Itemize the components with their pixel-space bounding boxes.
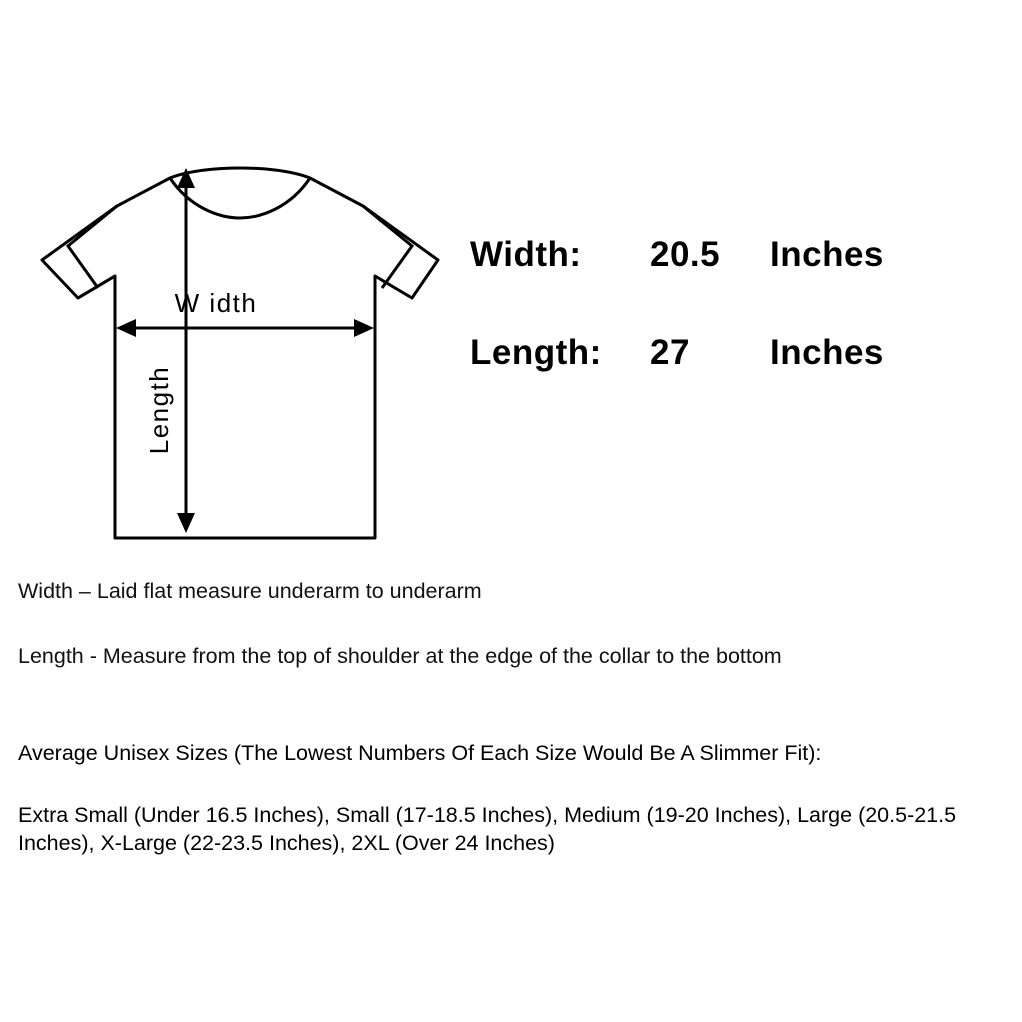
average-sizes-section (18, 740, 1008, 858)
width-dimension-label: W idth (174, 288, 258, 318)
note-length: Length - Measure from the top of shoulder at the edge of the collar to the bottom (18, 643, 782, 668)
length-dimension-label: Length (144, 365, 174, 455)
measurement-row-length (470, 333, 1010, 373)
tshirt-outline-icon (20, 160, 460, 560)
average-sizes-heading: Average Unisex Sizes (The Lowest Numbers Of Each Size Would Be A Slimmer Fit): (18, 741, 822, 765)
measurement-notes (18, 578, 1008, 708)
measurement-value-length: 27 (650, 333, 690, 372)
note-width: Width – Laid flat measure underarm to underarm (18, 579, 482, 603)
measurement-label-width: Width: (470, 235, 582, 274)
measurements-list (470, 235, 1010, 431)
measurement-value-width: 20.5 (650, 235, 721, 274)
measurement-row-width (470, 235, 1010, 275)
measurement-unit-width: Inches (770, 235, 884, 274)
average-sizes-detail: Extra Small (Under 16.5 Inches), Small (17-18.5 Inches), Medium (19-20 Inches), Large (20.5-21.5 Inches), X-Large (22-23.5 Inches), 2XL (Over 24 Inches) (18, 802, 957, 856)
measurement-label-length: Length: (470, 333, 602, 372)
measurement-unit-length: Inches (770, 333, 884, 372)
